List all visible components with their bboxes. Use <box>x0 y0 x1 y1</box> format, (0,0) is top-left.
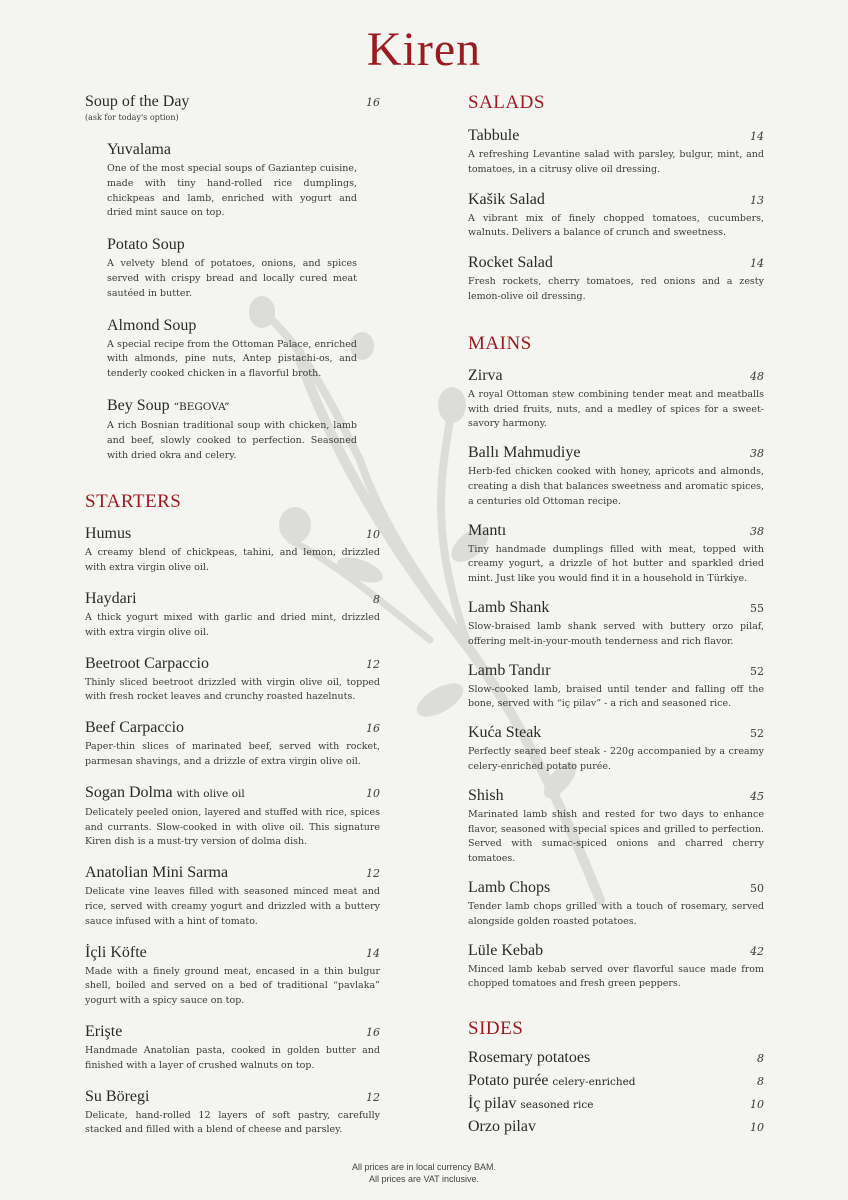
menu-item <box>85 783 380 850</box>
item-name: Soup of the Day <box>85 93 190 110</box>
item-price: 14 <box>366 946 380 960</box>
item-name: Haydari <box>85 589 137 607</box>
right-column <box>468 92 764 1140</box>
menu-item <box>468 521 764 587</box>
item-price: 38 <box>750 524 764 538</box>
section-title-salads: SALADS <box>468 92 545 113</box>
item-name: Mantı <box>468 521 507 539</box>
item-name: Beef Carpaccio <box>85 719 185 737</box>
item-name: Erişte <box>85 1022 123 1040</box>
item-price: 48 <box>750 369 764 383</box>
item-name: Lüle Kebab <box>468 941 544 959</box>
menu-item <box>468 786 764 867</box>
item-description: Made with a finely ground meat, encased in a thin bulgur shell, boiled and served on a bed of traditional “pavlaka” yogurt with a spicy sauce on top. <box>85 965 380 1007</box>
item-price: 16 <box>366 722 380 736</box>
item-price: 16 <box>366 96 380 109</box>
item-suffix: celery-enriched <box>552 1076 636 1089</box>
item-description: Perfectly seared beef steak - 220g accompanied by a creamy celery-enriched potato purée. <box>468 746 764 772</box>
item-name: Tabbule <box>468 127 520 144</box>
item-price: 12 <box>366 867 380 881</box>
section-title-mains: MAINS <box>468 332 532 354</box>
item-price: 13 <box>750 193 764 207</box>
soup-note: (ask for today's option) <box>85 113 179 122</box>
menu-item <box>85 718 380 770</box>
item-price: 50 <box>750 881 764 895</box>
item-price: 12 <box>366 657 380 671</box>
item-description: One of the most special soups of Gaziantep cuisine, made with tiny hand-rolled rice dumplings, chickpeas and lamb, enriched with yogurt and dried mint sauce on top. <box>107 163 357 219</box>
item-price: 10 <box>366 528 380 542</box>
item-name: Rosemary potatoes <box>468 1049 591 1067</box>
item-name: Potato Soup <box>107 236 185 254</box>
item-price: 16 <box>366 1025 380 1039</box>
item-name: Zirva <box>468 366 503 384</box>
soup-option <box>107 235 357 301</box>
menu-item <box>85 943 380 1009</box>
item-description: Handmade Anatolian pasta, cooked in golden butter and finished with a layer of crushed walnuts on top. <box>85 1044 380 1071</box>
item-description: Delicate vine leaves filled with seasoned minced meat and rice, served with creamy yogurt and drizzled with a buttery sauce infused with a hint of tomato. <box>85 886 380 927</box>
item-price: 10 <box>750 1098 764 1112</box>
item-name: Sogan Dolma with olive oil <box>85 783 245 801</box>
soup-of-the-day <box>85 92 380 463</box>
item-name: Anatolian Mini Sarma <box>85 864 229 882</box>
menu-item <box>468 723 764 775</box>
item-description: A thick yogurt mixed with garlic and dried mint, drizzled with extra virgin olive oil. <box>85 611 380 638</box>
price-footer <box>0 1161 848 1185</box>
item-description: Minced lamb kebab served over flavorful sauce made from chopped tomatoes and fresh green peppers. <box>468 963 764 990</box>
item-name: Shish <box>468 786 504 804</box>
soup-option <box>107 396 357 463</box>
item-price: 10 <box>750 1121 764 1135</box>
section-title-starters: STARTERS <box>85 491 182 513</box>
item-suffix: with olive oil <box>176 787 245 800</box>
soup-option <box>107 316 357 382</box>
item-description: Tender lamb chops grilled with a touch of rosemary, served alongside golden roasted potatoes. <box>468 900 764 927</box>
item-suffix: “BEGOVA” <box>173 400 230 413</box>
item-description: A velvety blend of potatoes, onions, and spices served with crispy bread and locally cured meat sautéed in butter. <box>107 258 357 299</box>
item-name: Yuvalama <box>107 141 171 158</box>
item-description: A refreshing Levantine salad with parsley, bulgur, mint, and tomatoes, in a citrusy olive oil dressing. <box>468 149 764 175</box>
menu-item <box>468 878 764 930</box>
item-name: İç pilav seasoned rice <box>468 1095 594 1113</box>
item-price: 38 <box>750 447 764 461</box>
item-price: 14 <box>750 130 764 143</box>
item-description: A royal Ottoman stew combining tender meat and meatballs with dried fruits, nuts, and a medley of spices for a sweet-savory harmony. <box>468 388 764 430</box>
item-description: Delicately peeled onion, layered and stuffed with rice, spices and currants. Slow-cooked in with olive oil. This signature Kiren dish is a must-try version of dolma dish. <box>85 806 380 848</box>
item-name: İçli Köfte <box>85 943 147 961</box>
item-description: A special recipe from the Ottoman Palace, enriched with almonds, pine nuts, Antep pistachi-os, and tenderly cooked chicken in a flavorful broth. <box>107 338 357 380</box>
item-price: 12 <box>366 1090 380 1104</box>
menu-item <box>468 253 764 305</box>
item-name: Su Böregi <box>85 1087 150 1105</box>
menu-item <box>468 366 764 432</box>
soup-option <box>107 140 357 221</box>
sides-list <box>468 1048 764 1140</box>
item-price: 8 <box>757 1052 764 1066</box>
item-name: Potato purée celery-enriched <box>468 1072 636 1090</box>
item-description: Fresh rockets, cherry tomatoes, red onions and a zesty lemon-olive oil dressing. <box>468 276 764 302</box>
item-price: 45 <box>750 789 764 803</box>
footer-currency-note: All prices are in local currency BAM. <box>351 1162 497 1172</box>
item-suffix: seasoned rice <box>520 1099 594 1112</box>
item-description: Thinly sliced beetroot drizzled with virgin olive oil, topped with fresh rocket leaves and crunchy roasted hazelnuts. <box>85 676 380 703</box>
item-name: Rocket Salad <box>468 254 553 272</box>
item-name: Lamb Shank <box>468 598 550 616</box>
item-description: Marinated lamb shish and rested for two days to enhance flavor, seasoned with special spices and grilled to perfection. Served with sumac-spiced onions and charred cherry tomatoes. <box>468 808 764 865</box>
left-column <box>85 92 380 1138</box>
item-name: Kašik Salad <box>468 190 545 208</box>
item-name: Ballı Mahmudiye <box>468 444 581 462</box>
menu-item <box>468 941 764 993</box>
item-description: Tiny handmade dumplings filled with meat, topped with creamy yogurt, a drizzle of hot butter and sparkled dried mint. Just like you would find it in a household in Türkiye. <box>468 543 764 585</box>
section-title-sides: SIDES <box>468 1018 524 1040</box>
side-item <box>468 1071 764 1094</box>
footer-vat-note: All prices are VAT inclusive. <box>368 1174 480 1184</box>
menu-item <box>85 863 380 929</box>
menu-item <box>468 126 764 178</box>
menu-item <box>468 443 764 509</box>
item-description: A creamy blend of chickpeas, tahini, and lemon, drizzled with extra virgin olive oil. <box>85 547 380 574</box>
menu-item <box>85 1087 380 1139</box>
item-price: 8 <box>373 592 380 606</box>
item-description: Slow-cooked lamb, braised until tender and falling off the bone, served with “iç pilav” - a rich and seasoned rice. <box>468 683 764 710</box>
item-description: Delicate, hand-rolled 12 layers of soft pastry, carefully stacked and filled with a blend of cheese and parsley. <box>85 1109 380 1136</box>
menu-item <box>468 190 764 242</box>
menu-item <box>85 524 380 576</box>
item-price: 42 <box>750 944 764 958</box>
item-name: Beetroot Carpaccio <box>85 654 209 672</box>
item-name: Orzo pilav <box>468 1118 536 1136</box>
soup-options <box>107 140 357 463</box>
item-description: A rich Bosnian traditional soup with chicken, lamb and beef, slowly cooked to perfection. Seasoned with dried okra and celery. <box>107 419 357 461</box>
item-name: Lamb Chops <box>468 878 551 896</box>
side-item <box>468 1094 764 1117</box>
item-name: Almond Soup <box>107 316 197 334</box>
side-item <box>468 1048 764 1071</box>
item-description: A vibrant mix of finely chopped tomatoes, cucumbers, walnuts. Delivers a balance of crunch and sweetness. <box>468 212 764 239</box>
brand-logo: Kiren <box>366 23 482 76</box>
item-name: Lamb Tandır <box>468 661 551 679</box>
item-price: 10 <box>366 786 380 800</box>
menu-item <box>85 589 380 641</box>
menu-item <box>468 598 764 650</box>
menu-item <box>468 661 764 713</box>
item-price: 55 <box>750 601 764 615</box>
item-price: 52 <box>750 727 764 741</box>
item-price: 14 <box>750 257 764 271</box>
item-description: Paper-thin slices of marinated beef, served with rocket, parmesan shavings, and a drizzle of extra virgin olive oil. <box>85 741 380 767</box>
menu-item <box>85 654 380 706</box>
item-name: Kuća Steak <box>468 724 542 742</box>
menu-item <box>85 1022 380 1074</box>
item-name: Humus <box>85 525 132 543</box>
side-item <box>468 1117 764 1140</box>
item-description: Slow-braised lamb shank served with buttery orzo pilaf, offering melt-in-your-mouth tenderness and rich flavor. <box>468 620 764 647</box>
item-description: Herb-fed chicken cooked with honey, apricots and almonds, creating a dish that balances sweetness and aromatic spices, a centuries old Ottoman recipe. <box>468 466 764 507</box>
item-price: 8 <box>757 1075 764 1089</box>
item-price: 52 <box>750 664 764 678</box>
item-name: Bey Soup “BEGOVA” <box>107 396 230 414</box>
